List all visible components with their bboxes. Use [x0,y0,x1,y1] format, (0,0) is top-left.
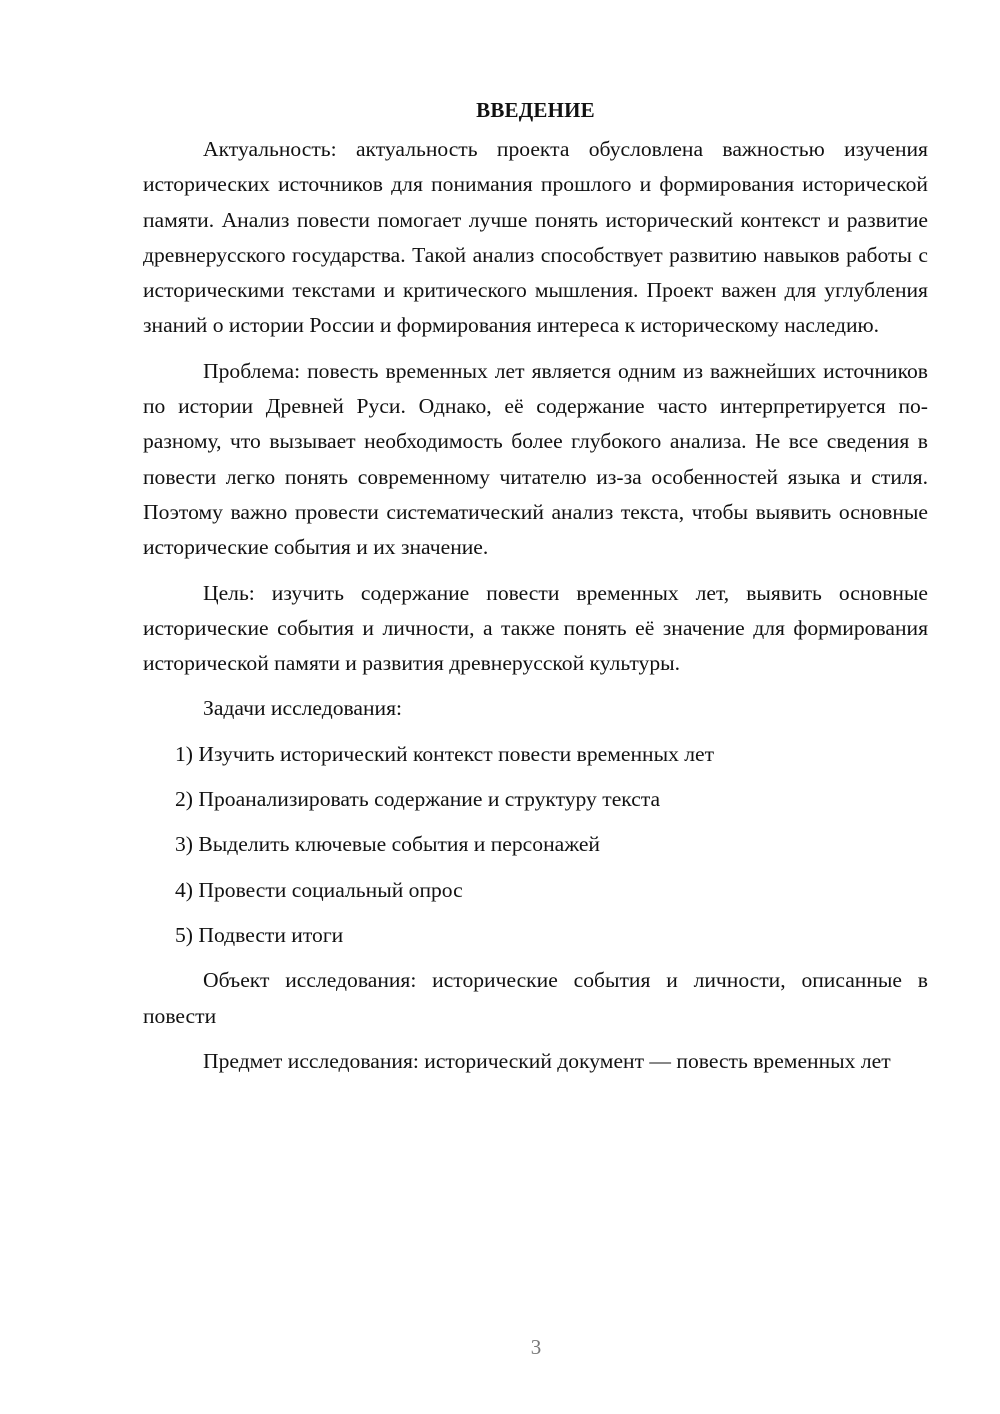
tasks-title: Задачи исследования: [203,696,403,721]
task-item-3: 3) Выделить ключевые события и персонажей [175,832,600,857]
subject-paragraph: Предмет исследования: исторический документ — повесть временных лет [203,1048,891,1073]
page-content [143,93,928,1089]
task-item-2: 2) Проанализировать содержание и структуру текста [175,787,661,812]
object-paragraph: Объект исследования: исторические события и личности, описанные в повести [143,968,928,1028]
task-item-1: 1) Изучить исторический контекст повести временных лет [175,741,715,766]
task-item-4: 4) Провести социальный опрос [175,877,463,902]
tasks-list [143,737,928,953]
task-item-5: 5) Подвести итоги [175,922,344,947]
relevance-paragraph: Актуальность: актуальность проекта обусловлена важностью изучения исторических источников для понимания прошлого и формирования исторической памяти. Анализ повести помогает лучше понять исторический контекст и развитие древнерусского государства. Такой анализ способствует развитию навыков работы с историческими текстами и критического мышления. Проект важен для углубления знаний о истории России и формирования интереса к историческому наследию. [143,137,928,338]
problem-paragraph: Проблема: повесть временных лет является одним из важнейших источников по истории Древней Руси. Однако, её содержание часто интерпретируется по-разному, что вызывает необходимость более глубокого анализа. Не все сведения в повести легко понять современному читателю из-за особенностей языка и стиля. Поэтому важно провести систематический анализ текста, чтобы выявить основные исторические события и их значение. [143,358,928,560]
goal-paragraph: Цель: изучить содержание повести временных лет, выявить основные исторические события и личности, а также понять её значение для формирования исторической памяти и развития древнерусской культуры. [143,580,928,676]
page-title: ВВЕДЕНИЕ [476,98,595,122]
page-number: 3 [530,1335,542,1359]
